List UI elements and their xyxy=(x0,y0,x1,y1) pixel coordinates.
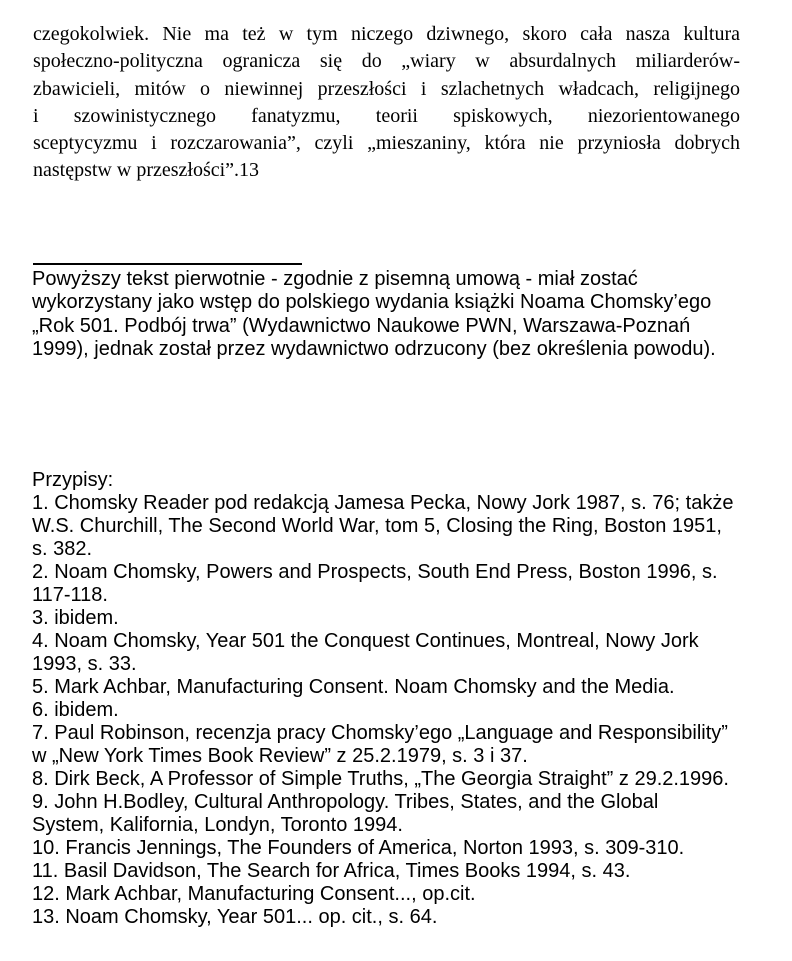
footnote-separator-line xyxy=(33,263,302,265)
footnote-line: 11. Basil Davidson, The Search for Africa, Times Books 1994, s. 43. xyxy=(32,860,631,882)
footnote-line: 10. Francis Jennings, The Founders of America, Norton 1993, s. 309-310. xyxy=(32,837,685,859)
footnote-line: System, Kalifornia, Londyn, Toronto 1994. xyxy=(32,814,403,836)
text-line: następstw w przeszłości”.13 xyxy=(33,159,260,182)
body-paragraph xyxy=(33,21,740,185)
footnote-line: 4. Noam Chomsky, Year 501 the Conquest Continues, Montreal, Nowy Jork xyxy=(32,630,699,652)
text-line: 1999), jednak został przez wydawnictwo odrzucony (bez określenia powodu). xyxy=(32,337,716,360)
footnote-line: 5. Mark Achbar, Manufacturing Consent. Noam Chomsky and the Media. xyxy=(32,676,675,698)
text-line: Powyższy tekst pierwotnie - zgodnie z pisemną umową - miał zostać xyxy=(32,268,638,290)
footnote-item xyxy=(32,630,787,676)
footnote-item xyxy=(32,561,787,607)
footnote-line: 8. Dirk Beck, A Professor of Simple Truths, „The Georgia Straight” z 29.2.1996. xyxy=(32,768,729,790)
text-line: wykorzystany jako wstęp do polskiego wydania książki Noama Chomsky’ego xyxy=(32,291,712,314)
footnote-line: w „New York Times Book Review” z 25.2.1979, s. 3 i 37. xyxy=(32,745,528,767)
footnote-item xyxy=(32,722,787,768)
footnotes-section xyxy=(32,469,787,929)
footnote-line: 117-118. xyxy=(32,584,108,606)
footnote-line: 1. Chomsky Reader pod redakcją Jamesa Pecka, Nowy Jork 1987, s. 76; także xyxy=(32,492,734,514)
footnote-item xyxy=(32,791,787,837)
footnote-line: 7. Paul Robinson, recenzja pracy Chomsky’ego „Language and Responsibility” xyxy=(32,722,728,744)
publication-note xyxy=(32,268,787,361)
footnotes-heading: Przypisy: xyxy=(32,469,114,491)
footnote-item xyxy=(32,607,787,630)
footnote-line: s. 382. xyxy=(32,538,93,560)
footnote-line: 3. ibidem. xyxy=(32,607,119,629)
footnote-item xyxy=(32,492,787,561)
footnote-line: 13. Noam Chomsky, Year 501... op. cit., s. 64. xyxy=(32,906,438,928)
footnote-line: 6. ibidem. xyxy=(32,699,119,721)
text-line: sceptycyzmu i rozczarowania”, czyli „mieszaniny, która nie przyniosła dobrych xyxy=(33,132,740,155)
footnote-item xyxy=(32,860,787,883)
footnote-item xyxy=(32,837,787,860)
text-line: zbawicieli, mitów o niewinnej przeszłości i szlachetnych władcach, religijnego xyxy=(33,77,740,100)
footnote-item xyxy=(32,768,787,791)
footnote-line: 9. John H.Bodley, Cultural Anthropology. Tribes, States, and the Global xyxy=(32,791,659,813)
footnote-line: 2. Noam Chomsky, Powers and Prospects, South End Press, Boston 1996, s. xyxy=(32,561,718,583)
text-line: czegokolwiek. Nie ma też w tym niczego dziwnego, skoro cała nasza kultura xyxy=(33,23,740,45)
footnote-item xyxy=(32,883,787,906)
text-line: „Rok 501. Podbój trwa” (Wydawnictwo Naukowe PWN, Warszawa-Poznań xyxy=(32,314,691,337)
footnote-item xyxy=(32,676,787,699)
footnote-item xyxy=(32,906,787,929)
footnote-item xyxy=(32,699,787,722)
footnote-line: 12. Mark Achbar, Manufacturing Consent..., op.cit. xyxy=(32,883,476,905)
footnote-line: 1993, s. 33. xyxy=(32,653,137,675)
footnote-list xyxy=(32,492,787,929)
footnote-line: W.S. Churchill, The Second World War, tom 5, Closing the Ring, Boston 1951, xyxy=(32,515,722,537)
text-line: społeczno-polityczna ogranicza się do „wiary w absurdalnych miliarderów- xyxy=(33,50,740,73)
text-line: i szowinistycznego fanatyzmu, teorii spiskowych, niezorientowanego xyxy=(33,104,740,127)
